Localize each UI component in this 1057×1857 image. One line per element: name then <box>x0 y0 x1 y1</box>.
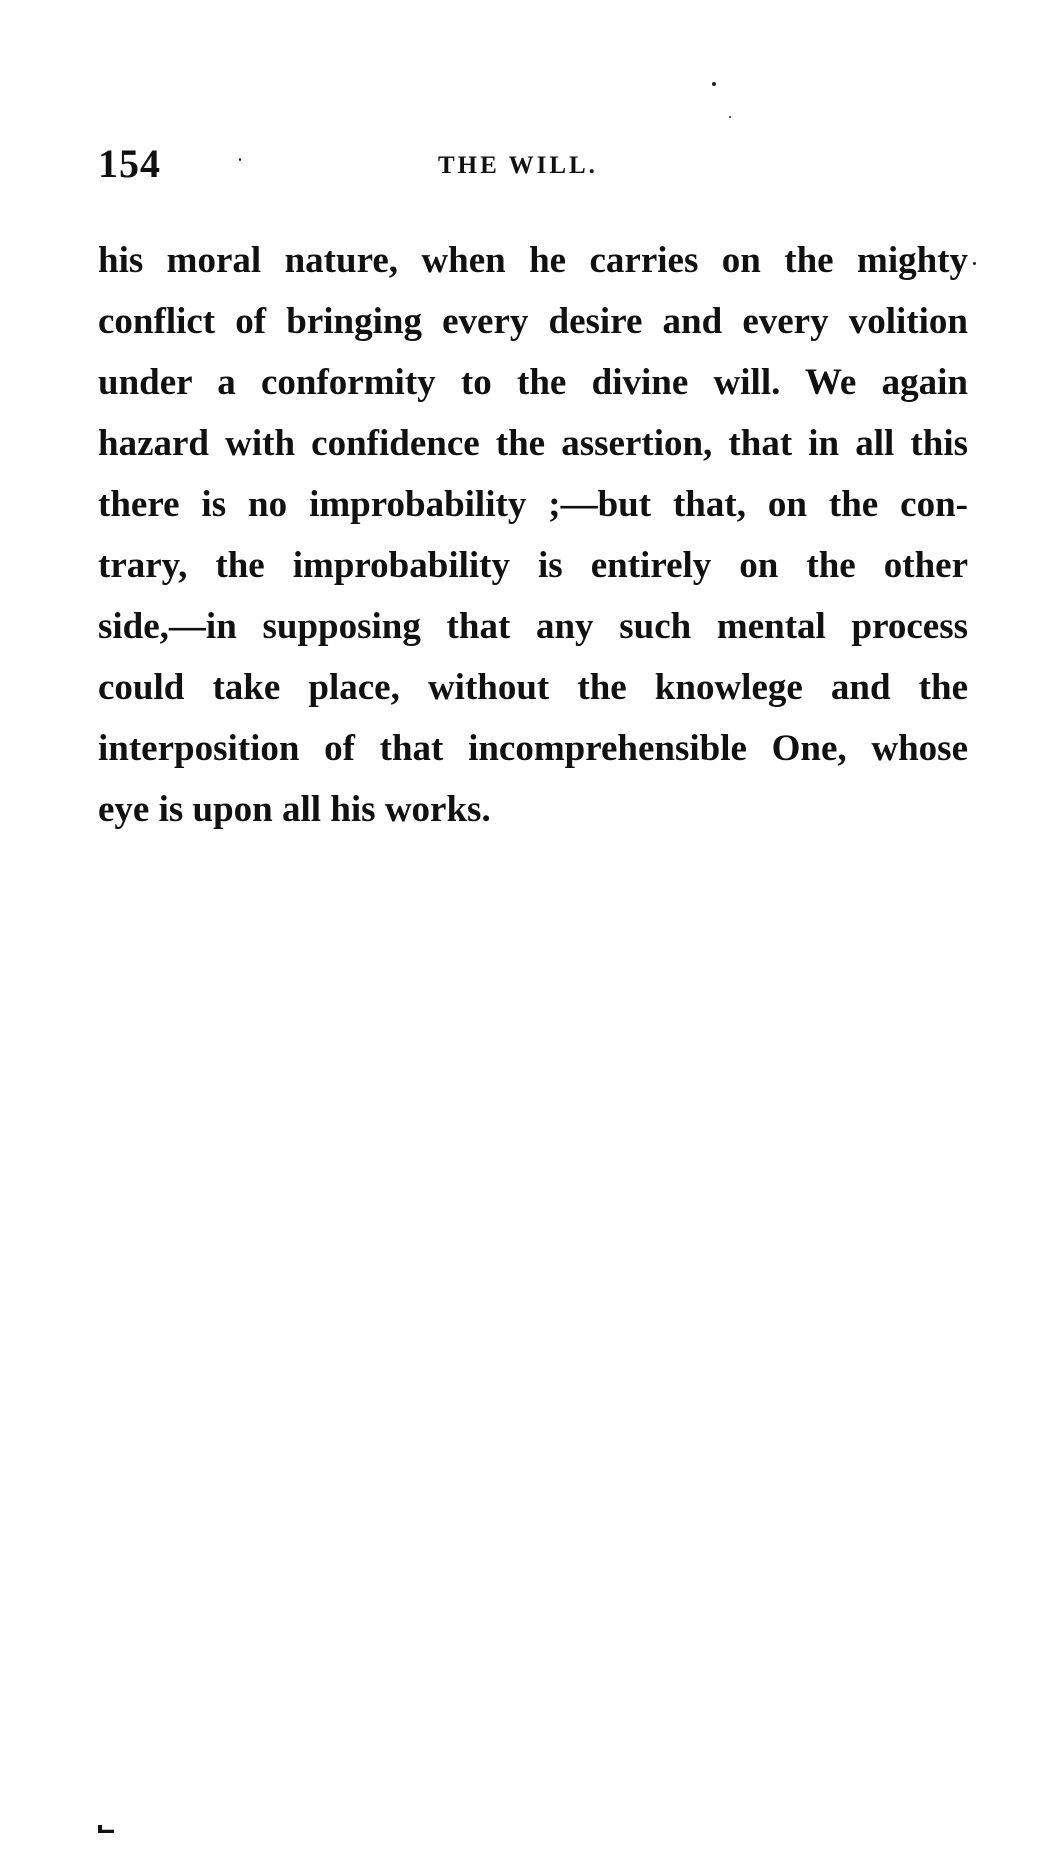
text-line: under a conformity to the divine will. We again <box>98 362 968 403</box>
text-line: interposition of that incomprehensible One, whose <box>98 728 968 769</box>
text-line: side,—in supposing that any such mental process <box>98 606 968 647</box>
text-line: could take place, without the knowlege and the <box>98 667 968 708</box>
text-line: there is no improbability ;—but that, on the con- <box>98 484 968 525</box>
text-line: his moral nature, when he carries on the mighty <box>98 240 968 281</box>
scan-speck <box>973 262 976 265</box>
print-corner-mark <box>98 1825 114 1833</box>
body-paragraph <box>98 230 968 840</box>
text-line: conflict of bringing every desire and every volition <box>98 301 968 342</box>
scan-speck <box>712 82 716 86</box>
text-line: eye is upon all his works. <box>98 789 491 830</box>
text-line: hazard with confidence the assertion, that in all this <box>98 423 968 464</box>
running-head <box>98 140 968 200</box>
scan-speck <box>729 116 731 118</box>
page-number: 154 <box>98 141 161 186</box>
running-title: THE WILL. <box>438 152 598 179</box>
text-line: trary, the improbability is entirely on the other <box>98 545 968 586</box>
